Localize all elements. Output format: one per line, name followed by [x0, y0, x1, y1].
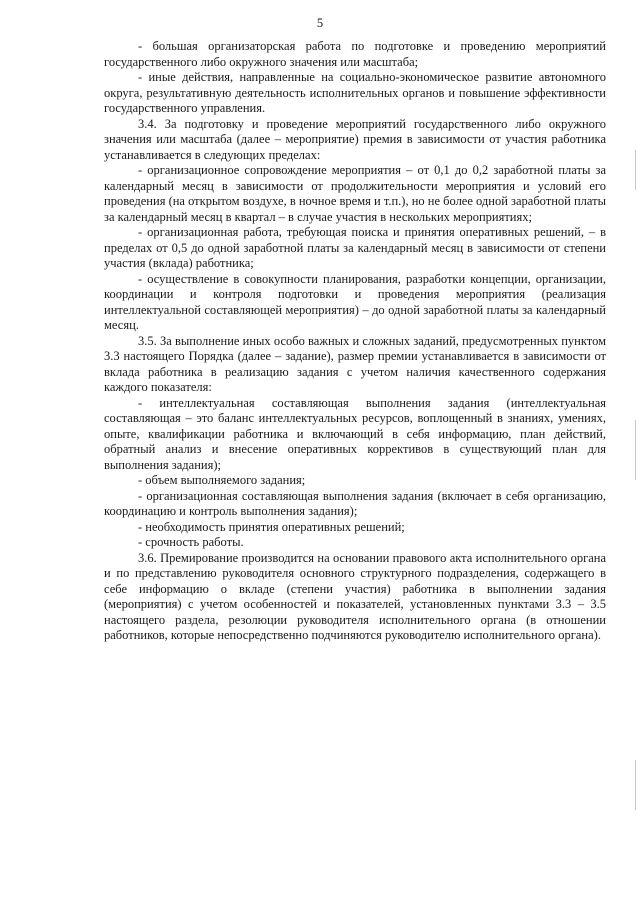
scan-edge-mark: [635, 150, 636, 190]
paragraph-list-item-org-work: - организационная работа, требующая поиска и принятия оперативных решений, – в пределах от 0,5 до одной заработной платы за календарный месяц в зависимости от степени участия (вклада) работника;: [104, 225, 606, 270]
scan-edge-mark: [635, 420, 636, 480]
scan-edge-mark: [635, 760, 636, 810]
page-number: 5: [316, 16, 324, 30]
paragraph-clause-3-4: 3.4. За подготовку и проведение мероприятий государственного либо окружного значения или масштаба (далее – мероприятие) премия в зависимости от участия работника устанавливается в следующих пределах:: [104, 116, 606, 162]
paragraph-list-item-decisions: - необходимость принятия оперативных решений;: [138, 519, 405, 534]
paragraph-list-item-organizational: - организационная составляющая выполнения задания (включает в себя организацию, координацию и контроль выполнения задания);: [104, 488, 606, 518]
paragraph-list-item-large-work: - большая организаторская работа по подготовке и проведению мероприятий государственного либо окружного значения или масштаба;: [104, 39, 606, 69]
paragraph-list-item-other-actions: - иные действия, направленные на социально-экономическое развитие автономного округа, результативную деятельность исполнительных органов и повышение эффективности государственного управления.: [104, 70, 606, 115]
paragraph-list-item-planning: - осуществление в совокупности планирования, разработки концепции, организации, координации и контроля подготовки и проведения мероприятия (реализация интеллектуальной составляющей мероприятия) – до одной заработной платы за календарный месяц.: [104, 271, 606, 332]
paragraph-list-item-urgency: - срочность работы.: [138, 535, 244, 549]
paragraph-list-item-org-support: - организационное сопровождение мероприятия – от 0,1 до 0,2 заработной платы за календарный месяц в зависимости от продолжительности мероприятия и условий его проведения (на открытом воздухе, в ночное время и т.п.), но не более одной заработной платы за календарный месяц в квартал – в случае участия в нескольких мероприятиях;: [104, 163, 606, 224]
paragraph-clause-3-5: 3.5. За выполнение иных особо важных и сложных заданий, предусмотренных пунктом 3.3 настоящего Порядка (далее – задание), размер премии устанавливается в зависимости от вклада работника в реализацию задания с учетом наличия качественного содержания каждого показателя:: [104, 333, 606, 394]
paragraph-clause-3-6: 3.6. Премирование производится на основании правового акта исполнительного органа и по представлению руководителя основного структурного подразделения, содержащего в себе информацию о вкладе (степени участия) работника в выполнении задания (мероприятия) с учетом особенностей и показателей, установленных пунктами 3.3 – 3.5 настоящего раздела, резолюции руководителя исполнительного органа (в отношении работников, которые непосредственно подчиняются руководителю исполнительного органа).: [104, 550, 606, 642]
document-body: [104, 39, 606, 644]
paragraph-list-item-volume: - объем выполняемого задания;: [138, 473, 306, 487]
paragraph-list-item-intellectual: - интеллектуальная составляющая выполнения задания (интеллектуальная составляющая – это баланс интеллектуальных ресурсов, воплощенный в знаниях, умениях, опыте, квалификации работника и включающий в себя информацию, план действий, обратный анализ и внесение оперативных коррективов в существующий план для выполнения задания);: [104, 395, 606, 472]
